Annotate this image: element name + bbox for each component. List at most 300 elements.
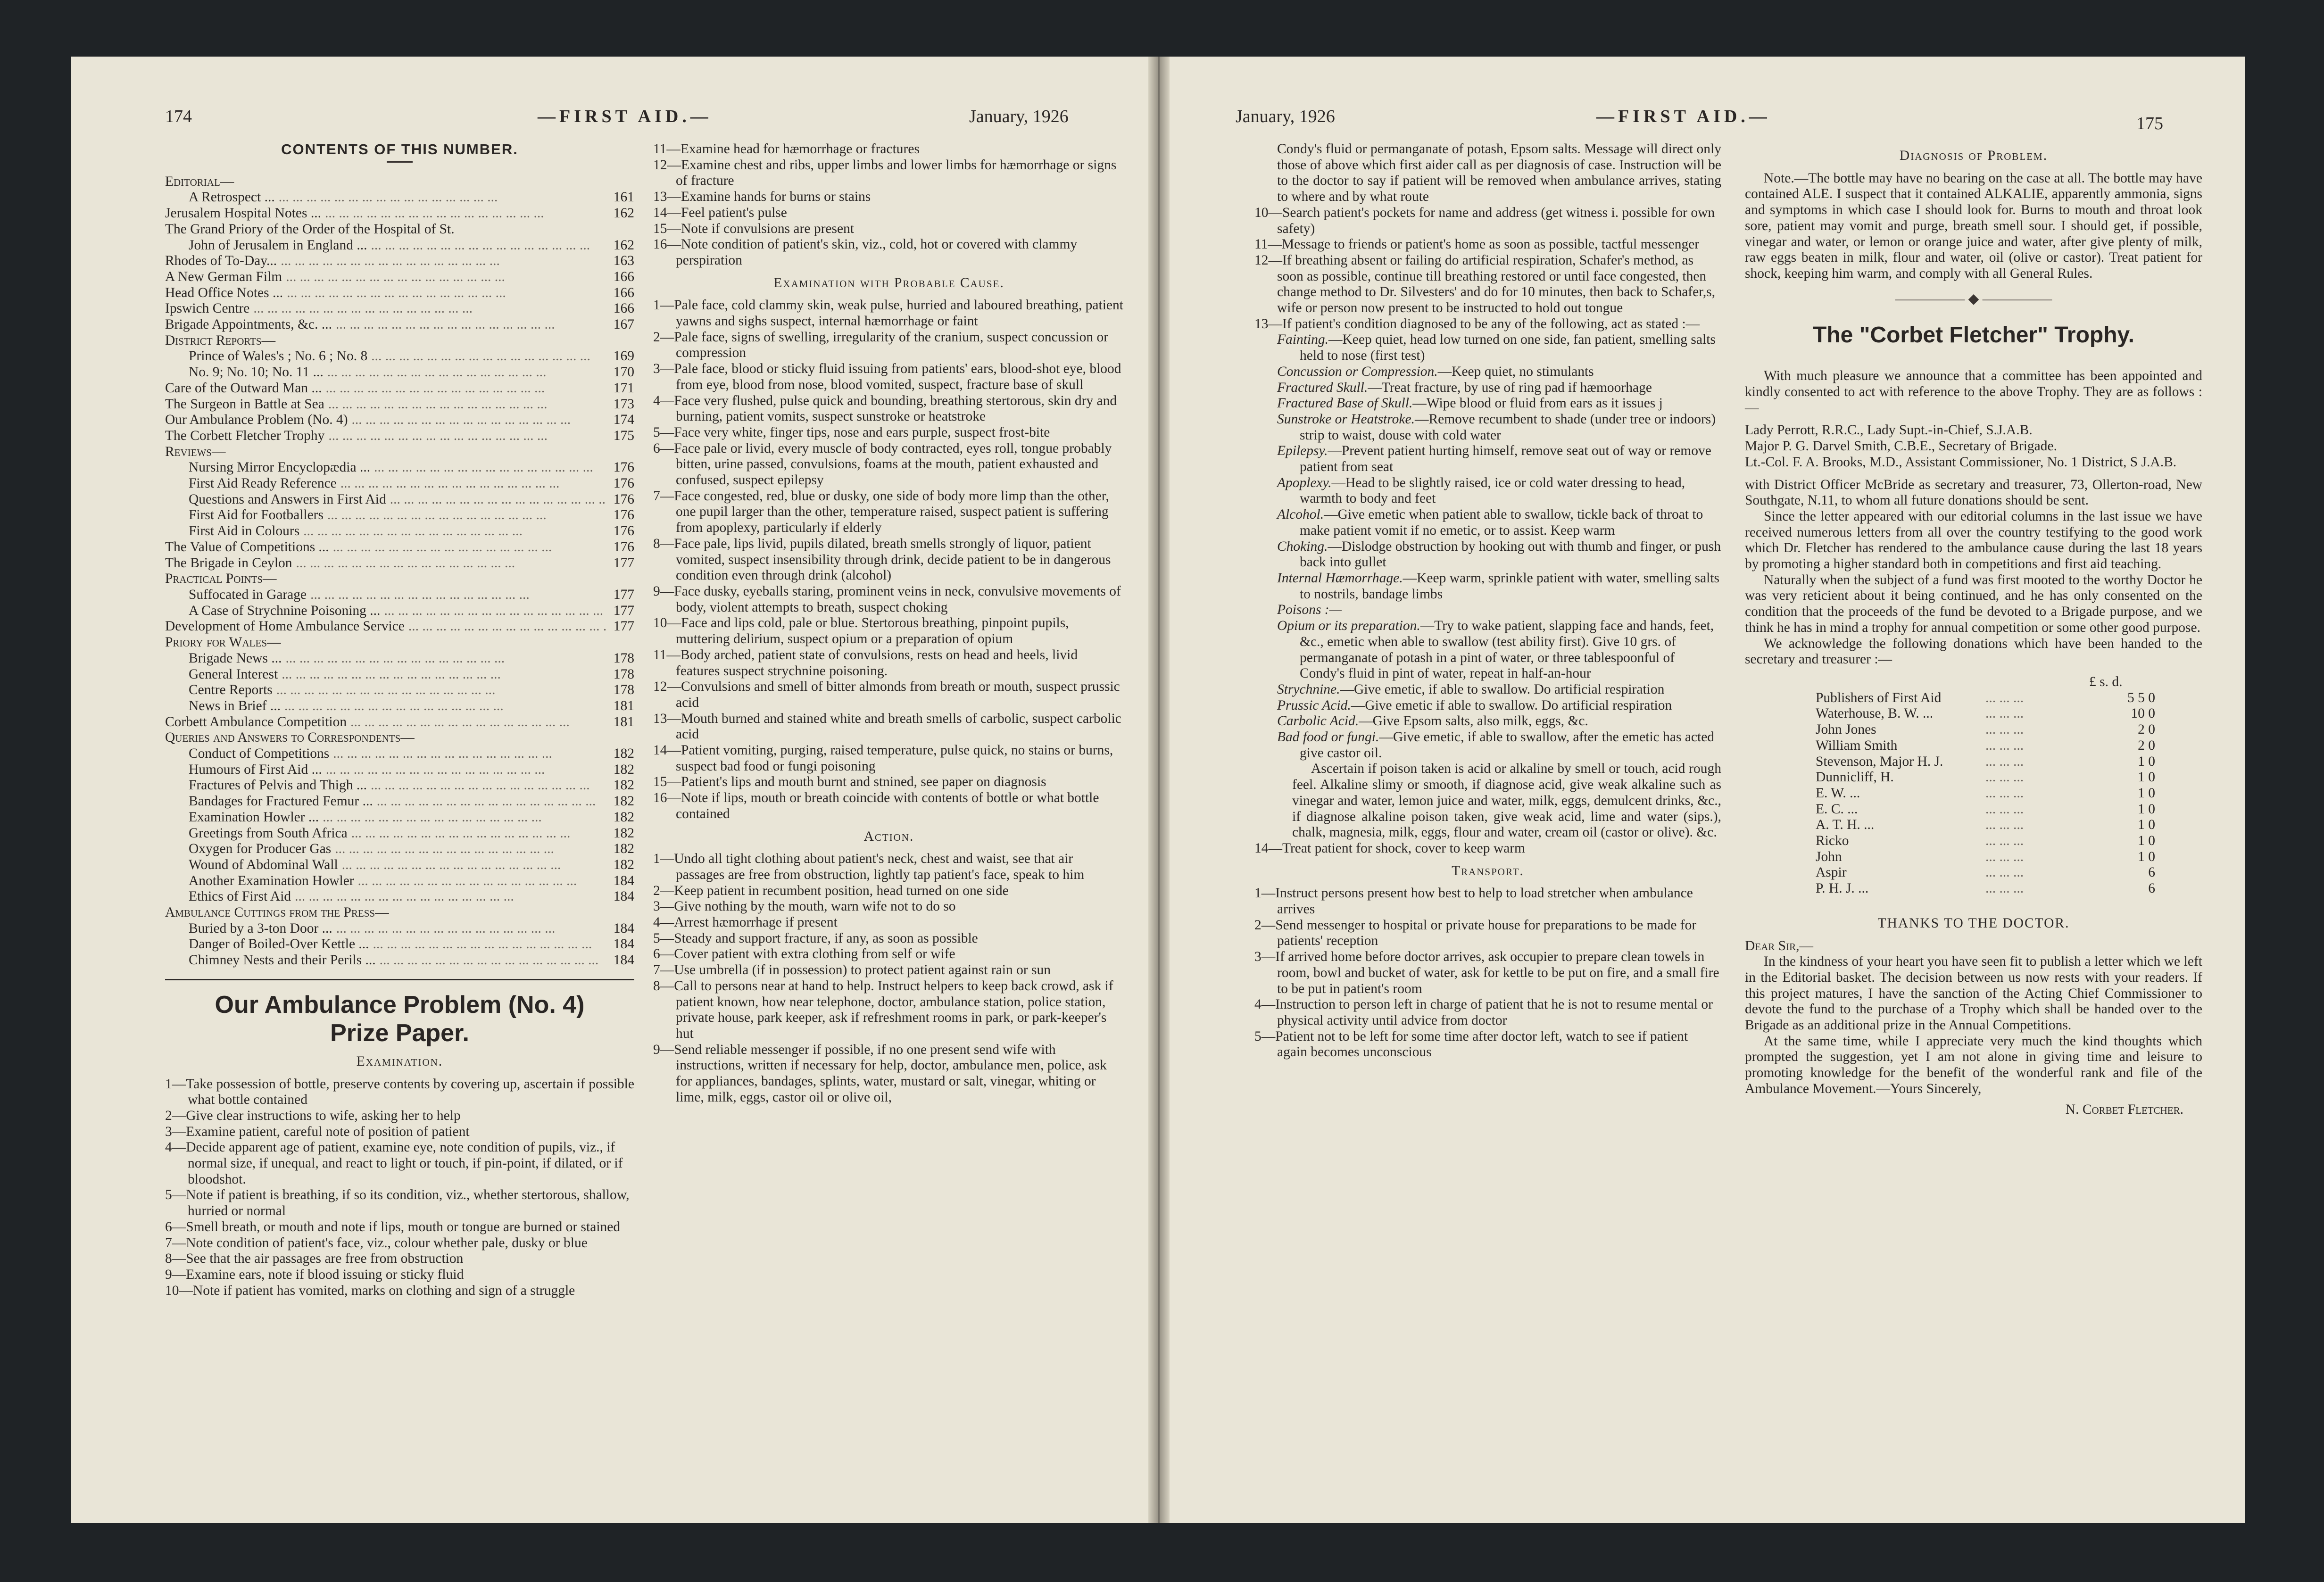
problem-title: Our Ambulance Problem (No. 4) bbox=[215, 991, 585, 1019]
donation-leader: ... ... ... bbox=[1985, 817, 2024, 833]
list-item: 11—Message to friends or patient's home as soon as possible, tactful messenger bbox=[1254, 237, 1700, 252]
toc-entry-page: 173 bbox=[613, 396, 634, 412]
list-item: 5—Note if patient is breathing, if so its condition, viz., whether stertorous, shallow, hurried or normal bbox=[165, 1187, 630, 1219]
conditions-list bbox=[1254, 332, 1721, 761]
problem-subtitle: Prize Paper. bbox=[330, 1019, 469, 1047]
list-item: 12—Convulsions and smell of bitter almonds from breath or mouth, suspect prussic acid bbox=[653, 679, 1120, 710]
condition-name: Prussic Acid. bbox=[1277, 697, 1351, 713]
toc-leader bbox=[322, 762, 606, 778]
toc-entry-title: A New German Film bbox=[165, 269, 282, 284]
list-item: 12—If breathing absent or failing do artificial respiration, Schafer's method, as soon as possible, continue till breathing restored or until face congested, then change method to Dr. Silvesters' and do for 10 minutes, then back to Schafer,s, wife or person now present to be instructed to hold out tongue bbox=[1254, 252, 1716, 316]
condition-text: —Dislodge obstruction by hooking out with thumb and finger, or push back into gullet bbox=[1300, 538, 1721, 570]
toc-leader bbox=[299, 523, 606, 539]
toc-entry-title: Our Ambulance Problem (No. 4) bbox=[165, 412, 348, 428]
toc-entry-page: 176 bbox=[613, 491, 634, 507]
toc-entry-page: 162 bbox=[613, 237, 634, 253]
exam-list bbox=[165, 1077, 634, 1299]
toc-entry-title: Ipswich Centre bbox=[165, 301, 250, 316]
toc-entry-title: Jerusalem Hospital Notes ... bbox=[165, 206, 321, 221]
condition-name: Carbolic Acid. bbox=[1277, 713, 1359, 729]
toc-leader bbox=[278, 667, 606, 683]
treasurer-text: with District Officer McBride as secretary and treasurer, 73, Ollerton-road, New Southgate, N.11, to whom all future donations should be sent. bbox=[1745, 477, 2202, 508]
list-item: 9—Send reliable messenger if possible, if no one present send wife with instructions, written if necessary for help, doctor, ambulance men, police, ask for appliances, bandages, splints, water, mustard or salt, vinegar, whiting or lime, milk, eggs, castor oil or olive oil, bbox=[653, 1042, 1107, 1105]
list-item: 1—Take possession of bottle, preserve contents by covering up, ascertain if possible what bottle contained bbox=[165, 1076, 634, 1108]
toc-entry-page: 176 bbox=[613, 523, 634, 539]
toc-leader bbox=[331, 841, 606, 857]
list-item: 13—Examine hands for burns or stains bbox=[653, 189, 871, 205]
toc-entry-title: First Aid Ready Reference bbox=[189, 476, 337, 491]
donor-name: E. C. ... bbox=[1816, 801, 1858, 817]
donor-name: Dunnicliff, H. bbox=[1816, 770, 1894, 785]
trophy-para-3: Naturally when the subject of a fund was first mooted to the worthy Doctor he was very reticient about it being continued, and he has only consented on the condition that the proceeds of the fund be devoted to a Brigade purpose, and we think he has in mind a trophy for annual competition or some other good purpose. bbox=[1745, 572, 2202, 635]
toc-leader bbox=[321, 206, 606, 222]
toc-entry bbox=[165, 810, 634, 826]
toc-entry-title: Danger of Boiled-Over Kettle ... bbox=[189, 936, 369, 952]
donation-row bbox=[1816, 881, 2202, 897]
left-column-1 bbox=[165, 141, 634, 1299]
toc-entry-title: The Grand Priory of the Order of the Hospital of St. bbox=[165, 221, 455, 237]
donation-amount: 5 5 0 bbox=[2127, 690, 2155, 705]
list-item: 15—Patient's lips and mouth burnt and stnined, see paper on diagnosis bbox=[653, 774, 1046, 790]
toc-entry bbox=[165, 826, 634, 842]
list-item: 16—Note condition of patient's skin, viz., cold, hot or covered with clammy perspiration bbox=[653, 237, 1078, 268]
condition-item bbox=[1254, 332, 1721, 364]
condition-item bbox=[1254, 475, 1721, 507]
letter-para-1: In the kindness of your heart you have seen fit to publish a letter which we left in the Editorial basket. The decision between us now rests with your readers. If this project matures, I have the sanction of the Acting Chief Commissioner to devote the fund to the purchase of a Trophy which shall be handed over to the Brigade as an additional prize in the Annual Competitions. bbox=[1745, 954, 2202, 1033]
donation-row bbox=[1816, 754, 2202, 770]
condition-name: Fainting. bbox=[1277, 332, 1328, 348]
donor-name: A. T. H. ... bbox=[1816, 817, 1875, 833]
condition-name: Internal Hæmorrhage. bbox=[1277, 570, 1403, 586]
condition-text: —Remove recumbent to shade (under tree or indoors) strip to waist, douse with cold water bbox=[1300, 411, 1716, 443]
toc-entry-page: 177 bbox=[613, 555, 634, 571]
donation-leader: ... ... ... bbox=[1985, 706, 2024, 721]
toc-entry-page: 176 bbox=[613, 460, 634, 475]
toc-entry bbox=[165, 571, 634, 587]
toc-entry-page: 166 bbox=[613, 269, 634, 284]
toc-entry-title: Suffocated in Garage bbox=[189, 587, 307, 602]
condition-item bbox=[1254, 729, 1721, 761]
toc-entry-title: Wound of Abdominal Wall bbox=[189, 857, 338, 872]
toc-leader bbox=[329, 539, 606, 555]
list-item: 13—If patient's condition diagnosed to be any of the following, act as stated :— bbox=[1254, 316, 1700, 331]
donor-name: P. H. J. ... bbox=[1816, 881, 1869, 896]
donation-amount: 1 0 bbox=[2138, 754, 2155, 769]
toc-leader bbox=[370, 460, 606, 476]
toc-leader bbox=[282, 651, 606, 667]
condition-name: Apoplexy. bbox=[1277, 475, 1332, 490]
condition-name: Sunstroke or Heatstroke. bbox=[1277, 411, 1415, 427]
toc-entry-page: 182 bbox=[613, 746, 634, 762]
action-heading: Action. bbox=[863, 828, 914, 844]
list-item: 4—Face very flushed, pulse quick and bounding, breathing stertorous, skin dry and burning, patient vomits, suspect sunstroke or heatstroke bbox=[653, 393, 1117, 424]
condition-text: —Prevent patient hurting himself, remove seat out of way or remove patient from seat bbox=[1300, 443, 1711, 475]
list-item: 6—Cover patient with extra clothing from self or wife bbox=[653, 946, 955, 962]
donation-leader: ... ... ... bbox=[1985, 881, 2024, 896]
condition-name: Alcohol. bbox=[1277, 507, 1324, 522]
toc-leader bbox=[348, 826, 606, 842]
condition-name: Strychnine. bbox=[1277, 681, 1340, 697]
list-item: 5—Steady and support fracture, if any, as soon as possible bbox=[653, 930, 978, 946]
list-item: 2—Pale face, signs of swelling, irregularity of the cranium, suspect concussion or compression bbox=[653, 329, 1109, 361]
toc-entry-page: 178 bbox=[613, 682, 634, 698]
condition-name: Epilepsy. bbox=[1277, 443, 1328, 459]
toc-entry-title: A Case of Strychnine Poisoning ... bbox=[189, 603, 381, 618]
condition-text: —Keep quiet, head low turned on one side, fan patient, smelling salts held to nose (first test) bbox=[1300, 332, 1716, 364]
list-item: 3—Pale face, blood or sticky fluid issuing from patients' ears, blood-shot eye, blood from eye, blood from nose, blood vomited, suspect, fracture base of skull bbox=[653, 361, 1121, 392]
toc-entry bbox=[165, 794, 634, 810]
action-list bbox=[653, 851, 1125, 1105]
donor-name: Stevenson, Major H. J. bbox=[1816, 754, 1943, 769]
toc-leader bbox=[277, 253, 606, 269]
condition-text: —Give emetic, if able to swallow, after the emetic has acted give castor oil. bbox=[1300, 729, 1715, 761]
toc-entry-page: 175 bbox=[613, 428, 634, 443]
toc-entry-page: 182 bbox=[613, 841, 634, 857]
table-of-contents bbox=[165, 174, 634, 969]
toc-entry bbox=[165, 921, 634, 937]
list-item: 8—Face pale, lips livid, pupils dilated, breath smells strongly of liquor, patient vomited, suspect insensibility through drink, decide patient to be in dangerous condition even through drink (alcohol) bbox=[653, 536, 1111, 583]
transport-heading: Transport. bbox=[1452, 863, 1524, 878]
toc-entry-title: News in Brief ... bbox=[189, 698, 281, 713]
committee-list bbox=[1745, 422, 2202, 470]
toc-entry bbox=[165, 539, 634, 555]
donation-row bbox=[1816, 817, 2202, 833]
toc-entry-title: Priory for Wales— bbox=[165, 635, 281, 650]
right-header bbox=[1170, 101, 2245, 134]
toc-entry-title: District Reports— bbox=[165, 332, 276, 348]
toc-entry bbox=[165, 476, 634, 492]
condition-text: —Head to be slightly raised, ice or cold water dressing to head, warmth to body and feet bbox=[1300, 475, 1685, 506]
condition-text: —Treat fracture, by use of ring pad if hæmoorhage bbox=[1368, 380, 1652, 395]
toc-entry-page: 170 bbox=[613, 364, 634, 380]
toc-leader bbox=[324, 428, 606, 444]
issue-date: January, 1926 bbox=[969, 107, 1069, 126]
toc-entry-page: 182 bbox=[613, 778, 634, 793]
list-item: 4—Decide apparent age of patient, examine eye, note condition of pupils, viz., if normal size, if unequal, and react to light or touch, if pin-point, if dilated, or if bloodshot. bbox=[165, 1140, 623, 1187]
toc-leader bbox=[386, 492, 606, 508]
donor-name: John Jones bbox=[1816, 722, 1876, 737]
list-item: 11—Examine head for hæmorrhage or fractures bbox=[653, 141, 920, 157]
toc-leader bbox=[319, 810, 606, 826]
list-item: 2—Send messenger to hospital or private house for preparations to be made for patients' reception bbox=[1254, 917, 1697, 949]
condition-name: Opium or its preparation. bbox=[1277, 618, 1420, 634]
toc-leader bbox=[369, 936, 606, 953]
toc-leader bbox=[347, 714, 606, 730]
toc-entry-page: 182 bbox=[613, 825, 634, 841]
condition-name: Concussion or Compression. bbox=[1277, 364, 1438, 379]
donation-leader: ... ... ... bbox=[1985, 737, 2024, 753]
toc-entry-page: 176 bbox=[613, 476, 634, 491]
action-list-continued bbox=[1254, 205, 1721, 332]
donation-leader: ... ... ... bbox=[1985, 801, 2024, 817]
trophy-para-2: Since the letter appeared with our editorial columns in the last issue we have received numerous letters from all over the country testifying to the good work which Dr. Fletcher has rendered to the ambulance cause during the last 18 years by promoting a higher standard both in competitions and first aid teaching. bbox=[1745, 508, 2202, 572]
toc-entry-title: The Brigade in Ceylon bbox=[165, 555, 292, 571]
condition-item bbox=[1254, 364, 1721, 380]
cause-list bbox=[653, 298, 1125, 822]
list-item: 3—Give nothing by the mouth, warn wife not to do so bbox=[653, 899, 956, 914]
toc-entry-page: 171 bbox=[613, 380, 634, 396]
toc-leader bbox=[332, 921, 606, 937]
condition-text: —Give emetic, if able to swallow. Do artificial respiration bbox=[1340, 681, 1665, 697]
toc-entry-title: Prince of Wales's ; No. 6 ; No. 8 bbox=[189, 348, 368, 364]
donor-name: Publishers of First Aid bbox=[1816, 690, 1942, 705]
donation-leader: ... ... ... bbox=[1985, 785, 2024, 801]
donation-row bbox=[1816, 738, 2202, 754]
donation-leader: ... ... ... bbox=[1985, 865, 2024, 880]
toc-entry bbox=[165, 222, 634, 238]
letter-para-2: At the same time, while I appreciate very much the kind thoughts which prompted the suggestion, yet I am not alone in giving time and leisure to promoting knowledge for the benefit of the wonderful rank and file of the Ambulance Movement.—Yours Sincerely, bbox=[1745, 1033, 2202, 1096]
exam-heading: Examination. bbox=[356, 1053, 443, 1069]
toc-entry bbox=[165, 698, 634, 714]
toc-entry-page: 161 bbox=[613, 190, 634, 205]
book-gutter bbox=[1148, 57, 1170, 1523]
toc-entry-title: The Value of Competitions ... bbox=[165, 539, 329, 555]
list-item: 9—Examine ears, note if blood issuing or sticky fluid bbox=[165, 1267, 464, 1282]
list-item: 4—Instruction to person left in charge of patient that he is not to resume mental or physical activity until advice from doctor bbox=[1254, 997, 1713, 1028]
list-item: 6—Face pale or livid, every muscle of body contracted, eyes roll, tongue probably bitten, urine passed, convulsions, foams at the mouth, patient exhausted and confused, suspect epilepsy bbox=[653, 440, 1112, 488]
signature: N. Corbet Fletcher. bbox=[2065, 1102, 2183, 1117]
condition-name: Fractured Skull. bbox=[1277, 380, 1368, 395]
trophy-para-4: We acknowledge the following donations which have been handed to the secretary and treasurer :— bbox=[1745, 636, 2202, 667]
donation-amount: 10 0 bbox=[2131, 706, 2155, 721]
toc-leader bbox=[324, 397, 606, 413]
toc-entry-title: Development of Home Ambulance Service bbox=[165, 619, 405, 634]
condition-text: —Keep quiet, no stimulants bbox=[1437, 364, 1594, 379]
toc-entry bbox=[165, 507, 634, 523]
toc-entry-page: 174 bbox=[613, 412, 634, 428]
toc-entry bbox=[165, 762, 634, 778]
list-item: 7—Use umbrella (if in possession) to protect patient against rain or sun bbox=[653, 962, 1051, 978]
donor-name: John bbox=[1816, 849, 1842, 864]
toc-entry-page: 176 bbox=[613, 507, 634, 523]
toc-entry-title: Reviews— bbox=[165, 444, 226, 459]
toc-entry bbox=[165, 873, 634, 889]
condition-name: Choking. bbox=[1277, 538, 1328, 554]
toc-entry-title: Nursing Mirror Encyclopædia ... bbox=[189, 460, 371, 475]
toc-entry bbox=[165, 587, 634, 603]
toc-leader bbox=[307, 587, 606, 603]
left-column-2 bbox=[653, 141, 1125, 1105]
toc-entry bbox=[165, 428, 634, 444]
donation-amount: 2 0 bbox=[2138, 737, 2155, 753]
toc-leader bbox=[324, 364, 606, 381]
condition-text: —Give emetic when patient able to swallow, tickle back of throat to make patient vomit if no emetic, or to assist. Keep warm bbox=[1300, 507, 1703, 538]
trophy-title: The "Corbet Fletcher" Trophy. bbox=[1812, 323, 2135, 348]
toc-entry bbox=[165, 397, 634, 413]
toc-leader bbox=[273, 682, 606, 698]
toc-entry bbox=[165, 364, 634, 381]
toc-leader bbox=[380, 603, 606, 619]
toc-entry-title: Oxygen for Producer Gas bbox=[189, 841, 332, 857]
toc-entry-title: Examination Howler ... bbox=[189, 809, 319, 825]
toc-entry bbox=[165, 269, 634, 285]
list-item: 7—Note condition of patient's face, viz., colour whether pale, dusky or blue bbox=[165, 1235, 588, 1251]
toc-entry bbox=[165, 460, 634, 476]
list-item: 5—Face very white, finger tips, nose and ears purple, suspect frost-bite bbox=[653, 424, 1050, 440]
toc-leader bbox=[405, 619, 606, 635]
toc-entry-title: Questions and Answers in First Aid bbox=[189, 491, 386, 507]
trophy-intro: With much pleasure we announce that a committee has been appointed and kindly consented to act with reference to the above Trophy. They are as follows :— bbox=[1745, 368, 2202, 415]
toc-entry-page: 167 bbox=[613, 317, 634, 332]
toc-entry-title: The Surgeon in Battle at Sea bbox=[165, 396, 324, 412]
toc-entry bbox=[165, 651, 634, 667]
toc-entry bbox=[165, 953, 634, 969]
donor-name: Aspir bbox=[1816, 865, 1847, 880]
toc-leader bbox=[283, 285, 606, 301]
list-item: 13—Mouth burned and stained white and breath smells of carbolic, suspect carbolic acid bbox=[653, 711, 1121, 742]
toc-entry-title: No. 9; No. 10; No. 11 ... bbox=[189, 364, 324, 380]
donation-amount: 1 0 bbox=[2138, 801, 2155, 817]
toc-leader bbox=[275, 190, 606, 206]
ornament-divider: ————— ◆ ————— bbox=[1895, 291, 2052, 306]
toc-entry-page: 177 bbox=[613, 587, 634, 602]
right-column-1 bbox=[1254, 141, 1721, 1060]
donation-amount: 1 0 bbox=[2138, 849, 2155, 864]
donation-row bbox=[1816, 865, 2202, 881]
toc-leader bbox=[367, 778, 606, 794]
toc-entry bbox=[165, 190, 634, 206]
list-item: 15—Note if convulsions are present bbox=[653, 221, 855, 236]
donation-amount: 1 0 bbox=[2138, 833, 2155, 849]
toc-entry-title: Bandages for Fractured Femur ... bbox=[189, 794, 373, 809]
exam-list-continued bbox=[653, 141, 1125, 269]
toc-entry-page: 169 bbox=[613, 348, 634, 364]
condition-text: —Keep warm, sprinkle patient with water, smelling salts to nostrils, bandage limbs bbox=[1300, 570, 1720, 602]
list-item: 14—Feel patient's pulse bbox=[653, 205, 787, 220]
toc-entry-title: Ambulance Cuttings from the Press— bbox=[165, 905, 389, 920]
toc-entry bbox=[165, 444, 634, 460]
right-column-2 bbox=[1745, 141, 2202, 1118]
donation-leader: ... ... ... bbox=[1985, 833, 2024, 849]
toc-entry-page: 166 bbox=[613, 301, 634, 316]
message-continued: Condy's fluid or permanganate of potash, Epsom salts. Message will direct only those of above which first aider call as per diagnosis of case. Instruction will be to the doctor to say if patient will be removed when ambulance arrives, stating to where and by what route bbox=[1277, 141, 1721, 205]
right-page bbox=[1170, 57, 2245, 1523]
contents-title: CONTENTS OF THIS NUMBER. bbox=[281, 141, 518, 157]
title-rule bbox=[387, 161, 413, 163]
toc-entry-title: Ethics of First Aid bbox=[189, 889, 291, 904]
toc-entry-page: 184 bbox=[613, 920, 634, 936]
list-item: 7—Face congested, red, blue or dusky, one side of body more limp than the other, one pupil larger than the other, temperature raised, suspect patient is suffering from apoplexy, particularly if elderly bbox=[653, 488, 1109, 536]
thanks-heading: THANKS TO THE DOCTOR. bbox=[1877, 915, 2070, 931]
list-item: 1—Undo all tight clothing about patient's neck, chest and waist, see that air passages are free from obstruction, lightly tap patient's face, speak to him bbox=[653, 851, 1085, 882]
toc-leader bbox=[367, 348, 606, 364]
toc-entry-title: John of Jerusalem in England ... bbox=[189, 237, 367, 253]
toc-entry-page: 176 bbox=[613, 539, 634, 555]
left-header bbox=[71, 101, 1148, 134]
toc-entry bbox=[165, 381, 634, 397]
donation-row bbox=[1816, 770, 2202, 786]
toc-entry-page: 166 bbox=[613, 285, 634, 300]
donor-name: Ricko bbox=[1816, 833, 1849, 849]
toc-entry-title: A Retrospect ... bbox=[189, 190, 275, 205]
toc-entry bbox=[165, 206, 634, 222]
toc-entry-page: 182 bbox=[613, 809, 634, 825]
toc-entry-page: 184 bbox=[613, 889, 634, 904]
donation-amount: 6 bbox=[2148, 865, 2155, 880]
toc-leader bbox=[324, 507, 606, 523]
list-item: 16—Note if lips, mouth or breath coincide with contents of bottle or what bottle contained bbox=[653, 790, 1099, 821]
list-item: 3—If arrived home before doctor arrives, ask occupier to prepare clean towels in room, bowl and bucket of water, ask for kettle to be put on fire, and a small fire to be put in patient's room bbox=[1254, 949, 1719, 996]
condition-text: —Try to wake patient, slapping face and hands, feet, &c., emetic when able to swallow (test ability first). Give 10 grs. of permanganate of potash in a pint of water, or three tablespoonful of Condy's fluid in pint of water, repeat in half-an-hour bbox=[1300, 618, 1714, 681]
list-item: 2—Keep patient in recumbent position, head turned on one side bbox=[653, 883, 1009, 898]
toc-leader bbox=[332, 317, 606, 333]
toc-entry-page: 177 bbox=[613, 619, 634, 634]
toc-entry-page: 182 bbox=[613, 762, 634, 777]
donation-leader: ... ... ... bbox=[1985, 770, 2024, 785]
toc-entry-title: Editorial— bbox=[165, 174, 234, 189]
toc-entry bbox=[165, 905, 634, 921]
masthead: —FIRST AID.— bbox=[538, 107, 712, 126]
condition-name: Fractured Base of Skull. bbox=[1277, 396, 1413, 411]
toc-entry bbox=[165, 492, 634, 508]
list-item: Lt.-Col. F. A. Brooks, M.D., Assistant Commissioner, No. 1 District, S J.A.B. bbox=[1745, 454, 2177, 470]
donor-name: William Smith bbox=[1816, 737, 1898, 753]
donation-row bbox=[1816, 706, 2202, 722]
toc-leader bbox=[367, 238, 606, 254]
toc-entry bbox=[165, 412, 634, 428]
currency-header: £ s. d. bbox=[2089, 674, 2123, 689]
toc-entry-page: 163 bbox=[613, 253, 634, 269]
section-divider bbox=[165, 979, 634, 980]
toc-leader bbox=[329, 746, 606, 762]
toc-entry-title: Rhodes of To-Day... bbox=[165, 253, 277, 269]
toc-entry bbox=[165, 285, 634, 301]
toc-entry-title: Queries and Answers to Correspondents— bbox=[165, 730, 415, 745]
donation-amount: 1 0 bbox=[2138, 770, 2155, 785]
toc-entry-title: The Corbett Fletcher Trophy bbox=[165, 428, 325, 443]
toc-entry bbox=[165, 889, 634, 905]
toc-entry-page: 177 bbox=[613, 603, 634, 618]
toc-entry-title: First Aid for Footballers bbox=[189, 507, 324, 523]
list-item: 8—Call to persons near at hand to help. Instruct helpers to keep back crowd, ask if patient known, how near telephone, doctor, ambulance station, police station, private house, park keeper, ask if refreshment rooms in park, or park-keeper's hut bbox=[653, 978, 1113, 1041]
toc-leader bbox=[282, 269, 606, 285]
donation-leader: ... ... ... bbox=[1985, 849, 2024, 864]
toc-entry bbox=[165, 317, 634, 333]
list-item: 2—Give clear instructions to wife, asking her to help bbox=[165, 1108, 461, 1123]
toc-entry-page: 178 bbox=[613, 666, 634, 682]
left-page bbox=[71, 57, 1148, 1523]
toc-entry-title: First Aid in Colours bbox=[189, 523, 300, 539]
toc-entry-title: Brigade Appointments, &c. ... bbox=[165, 317, 332, 332]
toc-entry-page: 182 bbox=[613, 794, 634, 809]
condition-item bbox=[1254, 713, 1721, 729]
toc-entry-page: 178 bbox=[613, 650, 634, 666]
list-item: 10—Note if patient has vomited, marks on clothing and sign of a struggle bbox=[165, 1283, 575, 1298]
condition-item bbox=[1254, 396, 1721, 412]
toc-entry-title: Care of the Outward Man ... bbox=[165, 380, 322, 396]
toc-entry bbox=[165, 778, 634, 794]
condition-item bbox=[1254, 618, 1721, 682]
masthead: —FIRST AID.— bbox=[1596, 107, 1771, 126]
toc-entry bbox=[165, 714, 634, 730]
list-item: 8—See that the air passages are free from obstruction bbox=[165, 1251, 464, 1267]
toc-leader bbox=[338, 857, 606, 873]
toc-entry-page: 162 bbox=[613, 206, 634, 221]
condition-text: —Give emetic if able to swallow. Do artificial respiration bbox=[1351, 697, 1672, 713]
condition-item bbox=[1254, 507, 1721, 538]
list-item: Lady Perrott, R.R.C., Lady Supt.-in-Chief, S.J.A.B. bbox=[1745, 422, 2033, 438]
toc-entry-title: Humours of First Aid ... bbox=[189, 762, 322, 777]
donation-leader: ... ... ... bbox=[1985, 722, 2024, 737]
page-number: 175 bbox=[2136, 114, 2163, 133]
toc-entry-title: Head Office Notes ... bbox=[165, 285, 283, 300]
condition-item bbox=[1254, 539, 1721, 571]
toc-leader bbox=[291, 889, 606, 905]
donation-row bbox=[1816, 690, 2202, 706]
donation-row bbox=[1816, 849, 2202, 865]
toc-entry-title: Another Examination Howler bbox=[189, 873, 354, 888]
list-item: 10—Face and lips cold, pale or blue. Stertorous breathing, pinpoint pupils, muttering delirium, suspect opium or a preparation of opium bbox=[653, 615, 1069, 647]
